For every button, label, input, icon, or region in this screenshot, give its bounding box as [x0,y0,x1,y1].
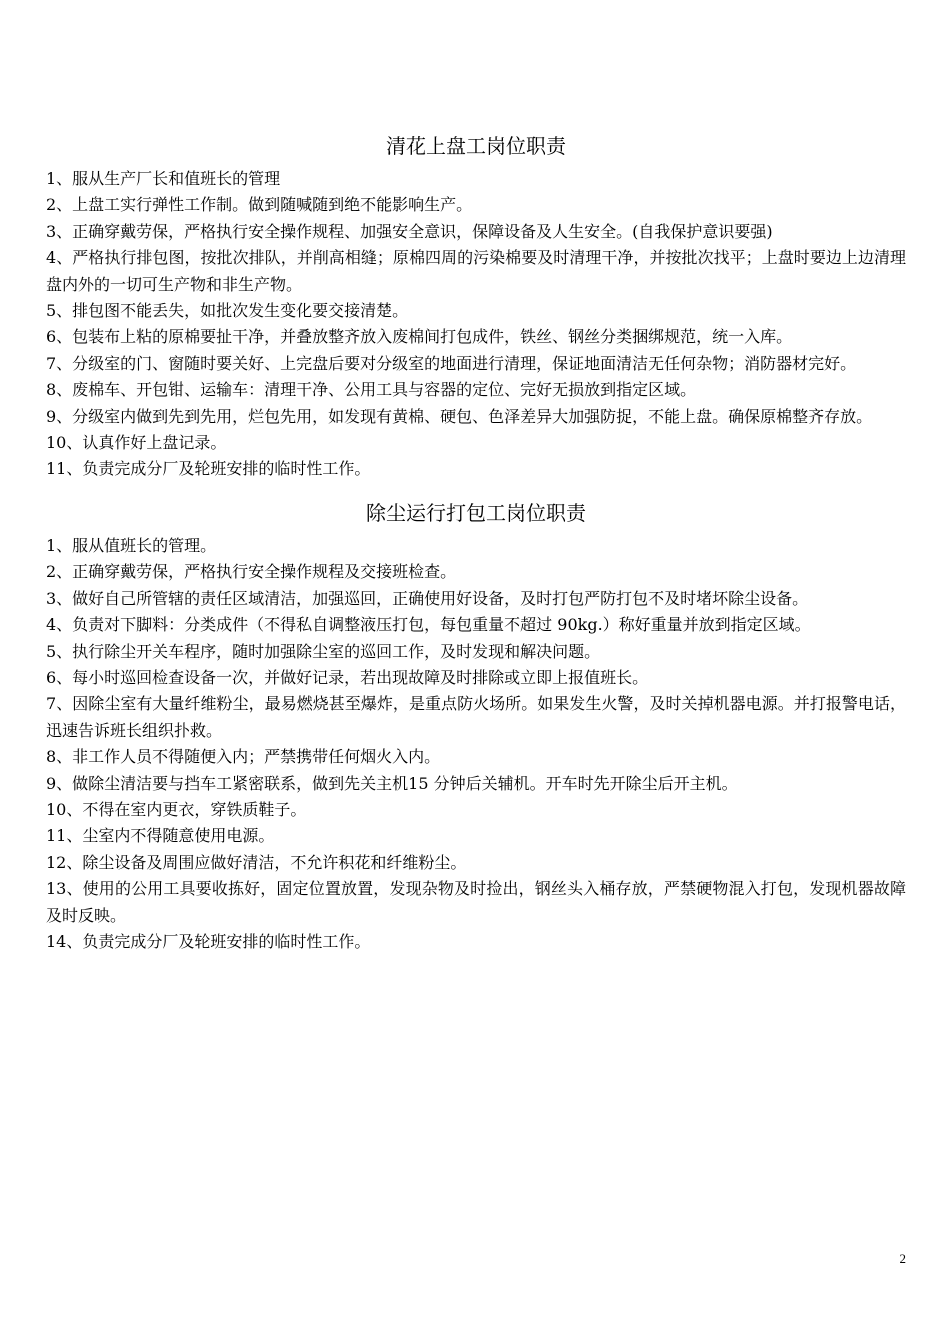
section-qinghua [46,132,906,483]
list-item: 11、尘室内不得随意使用电源。 [46,826,275,846]
list-item: 2、正确穿戴劳保，严格执行安全操作规程及交接班检查。 [46,562,457,582]
list-item: 5、排包图不能丢失，如批次发生变化要交接清楚。 [46,301,409,321]
list-item: 1、服从生产厂长和值班长的管理 [46,169,281,188]
section-title: 除尘运行打包工岗位职责 [366,500,586,525]
list-item: 10、认真作好上盘记录。 [46,433,227,453]
list-item: 12、除尘设备及周围应做好清洁，不允许积花和纤维粉尘。 [46,852,467,872]
list-item: 3、做好自己所管辖的责任区域清洁，加强巡回，正确使用好设备，及时打包严防打包不及时堵坏除尘设备。 [46,588,809,608]
page-number: 2 [899,1251,906,1266]
list-item: 7、分级室的门、窗随时要关好、上完盘后要对分级室的地面进行清理，保证地面清洁无任何杂物；消防器材完好。 [46,353,857,373]
duty-list [46,166,906,483]
list-item: 5、执行除尘开关车程序，随时加强除尘室的巡回工作，及时发现和解决问题。 [46,641,601,661]
document-page [46,132,906,955]
section-chuchen [46,499,906,956]
list-item: 7、因除尘室有大量纤维粉尘，最易燃烧甚至爆炸，是重点防火场所。如果发生火警，及时关掉机器电源。并打报警电话，迅速告诉班长组织扑救。 [46,694,906,740]
list-item: 10、不得在室内更衣，穿铁质鞋子。 [46,799,307,819]
list-item: 14、负责完成分厂及轮班安排的临时性工作。 [46,931,371,951]
list-item: 13、使用的公用工具要收拣好，固定位置放置，发现杂物及时捡出，钢丝头入桶存放，严禁硬物混入打包，发现机器故障及时反映。 [46,879,906,925]
list-item: 3、正确穿戴劳保，严格执行安全操作规程、加强安全意识，保障设备及人生安全。(自我保护意识要强) [46,221,773,241]
list-item: 9、做除尘清洁要与挡车工紧密联系，做到先关主机15 分钟后关辅机。开车时先开除尘后开主机。 [46,773,738,793]
section-title: 清花上盘工岗位职责 [386,134,566,158]
list-item: 9、分级室内做到先到先用，烂包先用，如发现有黄棉、硬包、色泽差异大加强防捉，不能上盘。确保原棉整齐存放。 [46,406,873,426]
list-item: 6、包装布上粘的原棉要扯干净，并叠放整齐放入废棉间打包成件，铁丝、钢丝分类捆绑规范，统一入库。 [46,327,793,347]
list-item: 1、服从值班长的管理。 [46,535,217,555]
list-item: 4、负责对下脚料：分类成件（不得私自调整液压打包，每包重量不超过 90kg.）称好重量并放到指定区域。 [46,615,811,635]
list-item: 8、非工作人员不得随便入内；严禁携带任何烟火入内。 [46,747,441,767]
list-item: 6、每小时巡回检查设备一次，并做好记录，若出现故障及时排除或立即上报值班长。 [46,667,649,687]
duty-list [46,533,906,956]
list-item: 11、负责完成分厂及轮班安排的临时性工作。 [46,459,371,479]
list-item: 8、废棉车、开包钳、运输车：清理干净、公用工具与容器的定位、完好无损放到指定区域。 [46,380,697,400]
list-item: 2、上盘工实行弹性工作制。做到随喊随到绝不能影响生产。 [46,195,473,215]
list-item: 4、严格执行排包图，按批次排队，并削高相缝；原棉四周的污染棉要及时清理干净，并按批次找平；上盘时要边上边清理盘内外的一切可生产物和非生产物。 [46,248,906,294]
